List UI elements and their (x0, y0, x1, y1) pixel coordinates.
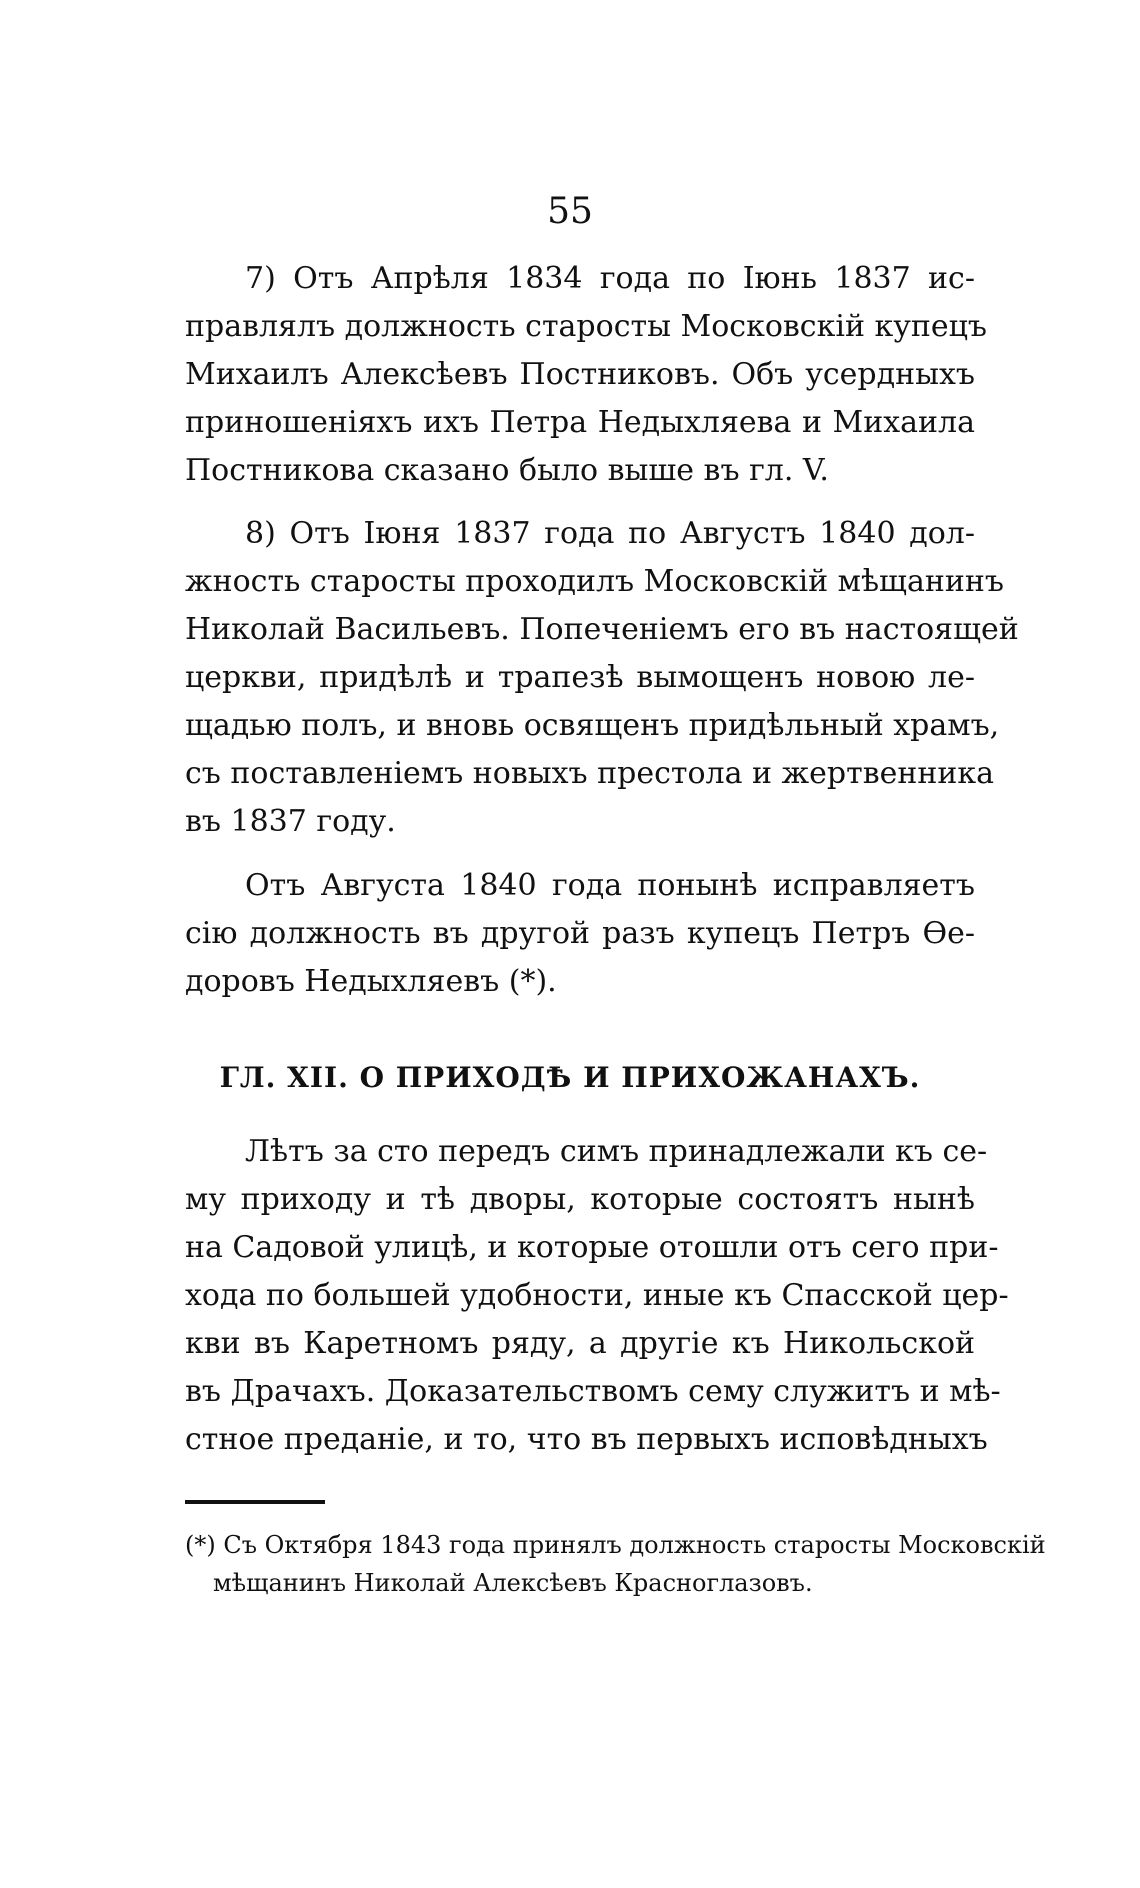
page-number: 55 (547, 191, 593, 232)
chapter-paragraph (185, 1128, 1009, 1464)
text-line: сію должность въ другой разъ купецъ Петръ Ѳе- (185, 916, 975, 951)
text-line: му приходу и тѣ дворы, которые состоятъ нынѣ (185, 1182, 975, 1217)
text-line: въ 1837 году. (185, 804, 396, 839)
text-line: правлялъ должность старосты Московскій купецъ (185, 309, 988, 344)
paragraph-3 (185, 862, 975, 1006)
text-line: Лѣтъ за сто передъ симъ принадлежали къ се- (245, 1134, 988, 1169)
text-line: 8) Отъ Іюня 1837 года по Августъ 1840 дол- (245, 516, 975, 551)
text-line: церкви, придѣлѣ и трапезѣ вымощенъ новою ле- (185, 660, 975, 695)
paragraph-1 (185, 255, 988, 495)
footnote-line: (*) Съ Октября 1843 года принялъ должность старосты Московскій (185, 1531, 1046, 1559)
text-line: съ поставленіемъ новыхъ престола и жертвенника (185, 756, 994, 791)
text-line: кви въ Каретномъ ряду, а другіе къ Никольской (185, 1326, 975, 1361)
text-line: хода по большей удобности, иные къ Спасской цер- (185, 1278, 1009, 1313)
text-line: Николай Васильевъ. Попеченіемъ его въ настоящей (185, 612, 1019, 647)
footnote-line: мѣщанинъ Николай Алексѣевъ Красноглазовъ. (213, 1569, 813, 1597)
text-line: щадью полъ, и вновь освященъ придѣльный храмъ, (185, 708, 1000, 743)
text-line: приношеніяхъ ихъ Петра Недыхляева и Михаила (185, 405, 975, 440)
footnote (185, 1526, 1046, 1602)
text-line: Постникова сказано было выше въ гл. V. (185, 453, 829, 488)
text-line: стное преданіе, и то, что въ первыхъ исповѣдныхъ (185, 1422, 988, 1457)
paragraph-2 (185, 510, 1019, 846)
text-line: Отъ Августа 1840 года понынѣ исправляетъ (245, 868, 975, 903)
text-line: доровъ Недыхляевъ (*). (185, 964, 557, 999)
text-line: Михаилъ Алексѣевъ Постниковъ. Объ усердныхъ (185, 357, 975, 392)
chapter-heading: ГЛ. XII. О ПРИХОДѢ И ПРИХОЖАНАХЪ. (219, 1061, 921, 1094)
text-line: жность старосты проходилъ Московскій мѣщанинъ (185, 564, 1004, 599)
footnote-divider (185, 1500, 325, 1504)
text-line: на Садовой улицѣ, и которые отошли отъ сего при- (185, 1230, 999, 1265)
text-line: въ Драчахъ. Доказательствомъ сему служитъ и мѣ- (185, 1374, 1001, 1409)
text-line: 7) Отъ Апрѣля 1834 года по Іюнь 1837 ис- (245, 261, 975, 296)
